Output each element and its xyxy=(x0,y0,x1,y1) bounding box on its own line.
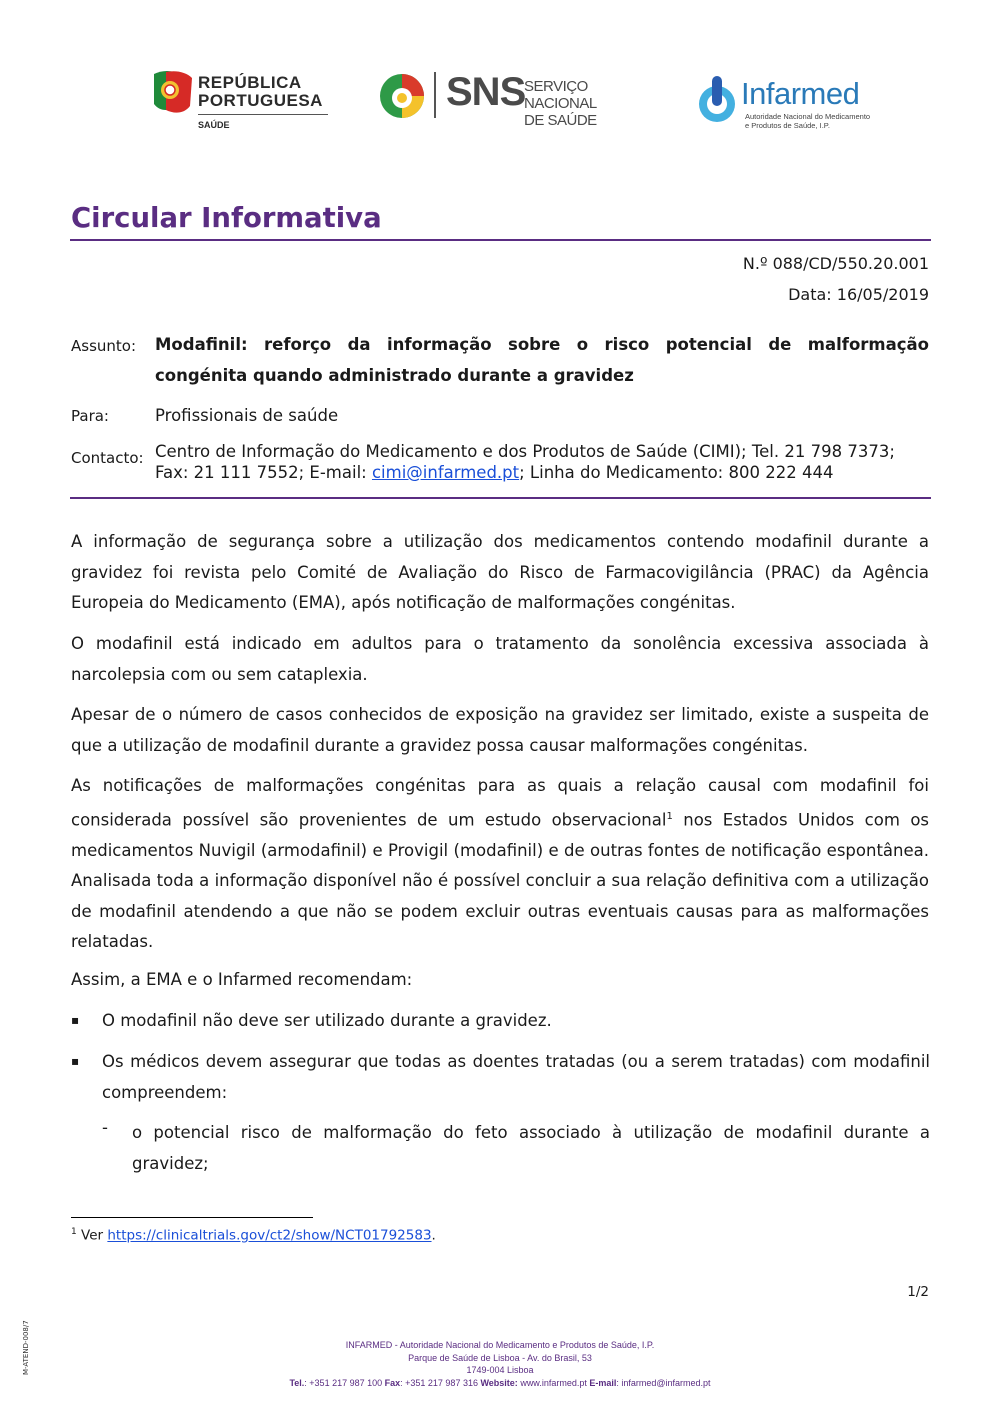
header-logos xyxy=(150,68,870,138)
page-footer xyxy=(200,1339,800,1389)
header-rule xyxy=(70,497,931,499)
footnote-number: 1 xyxy=(71,1227,77,1237)
footnote-prefix: Ver xyxy=(76,1227,108,1244)
side-code: M-ATEND-008/7 xyxy=(22,1320,30,1375)
sns-small xyxy=(524,78,648,129)
footer-web-label: Website: xyxy=(480,1377,518,1388)
contact-fax: Fax: 21 111 7552; E-mail: xyxy=(155,463,372,482)
footer-contacts xyxy=(200,1377,800,1390)
footer-line1: INFARMED - Autoridade Nacional do Medicamento e Produtos de Saúde, I.P. xyxy=(345,1340,655,1350)
contact-label: Contacto: xyxy=(71,449,144,467)
paragraph-1: A informação de segurança sobre a utilização dos medicamentos contendo modafinil durante a gravidez foi revista pelo Comité de Avaliação do Risco de Farmacovigilância (PRAC) da Agência Europeia do Medicamento (EMA), após notificação de malformações congénitas. xyxy=(71,532,929,613)
footer-tel: : +351 217 987 100 xyxy=(304,1377,385,1388)
contact-rest: ; Linha do Medicamento: 800 222 444 xyxy=(519,463,834,482)
rp-line1: REPÚBLICA xyxy=(198,73,302,92)
infarmed-sub-line2: e Produtos de Saúde, I.P. xyxy=(745,121,830,130)
footnote xyxy=(71,1227,436,1244)
sns-line2: DE SAÚDE xyxy=(524,112,597,129)
paragraph-2: O modafinil está indicado em adultos para o tratamento da sonolência excessiva associada à narcolepsia com ou sem cataplexia. xyxy=(71,634,929,684)
subject-text: Modafinil: reforço da informação sobre o risco potencial de malformação congénita quando administrado durante a gravidez xyxy=(155,335,929,385)
paragraph-3: Apesar de o número de casos conhecidos de exposição na gravidez ser limitado, existe a suspeita de que a utilização de modafinil durante a gravidez possa causar malformações congénitas. xyxy=(71,705,929,755)
dash-item-1: o potencial risco de malformação do feto associado à utilização de modafinil durante a gravidez; xyxy=(132,1123,930,1173)
circular-number: N.º 088/CD/550.20.001 xyxy=(742,254,929,273)
paragraph-4b: nos Estados Unidos com os medicamentos Nuvigil (armodafinil) e Provigil (modafinil) e de outras fontes de notificação espontânea. Analisada toda a informação disponível não é possível concluir a sua relação definitiva com a utilização de modafinil atendendo a que não se podem excluir outras eventuais causas para as malformações relatadas. xyxy=(71,810,930,952)
sns-logo xyxy=(378,70,648,129)
sns-emblem-icon xyxy=(378,72,426,120)
footer-line3: 1749-004 Lisboa xyxy=(466,1365,534,1376)
footer-tel-label: Tel. xyxy=(289,1377,305,1388)
infarmed-word: Infarmed xyxy=(741,76,860,111)
footer-fax: : +351 217 987 316 xyxy=(400,1377,481,1388)
footnote-suffix: . xyxy=(431,1227,436,1244)
footnote-link[interactable]: https://clinicaltrials.gov/ct2/show/NCT01792583 xyxy=(107,1227,432,1244)
footer-email: : infarmed@infarmed.pt xyxy=(616,1377,711,1388)
infarmed-sub-line1: Autoridade Nacional do Medicamento xyxy=(745,112,871,121)
footer-web: www.infarmed.pt xyxy=(517,1377,590,1388)
rp-sub: SAÚDE xyxy=(198,120,230,130)
sns-divider xyxy=(434,72,436,118)
infarmed-emblem-icon xyxy=(695,74,739,124)
footnote-ref: 1 xyxy=(666,810,673,822)
circular-date: Data: 16/05/2019 xyxy=(788,285,929,304)
subject-label: Assunto: xyxy=(71,337,137,355)
contact-block xyxy=(155,441,929,483)
bullet-marker-1: ▪ xyxy=(71,1013,80,1027)
to-text: Profissionais de saúde xyxy=(155,406,339,425)
portugal-emblem-icon xyxy=(150,68,194,116)
paragraph-4 xyxy=(71,771,929,958)
bullet-marker-2: ▪ xyxy=(71,1054,80,1068)
title-rule xyxy=(70,239,931,241)
footnote-rule xyxy=(71,1217,313,1218)
page-number: 1/2 xyxy=(907,1284,929,1300)
rp-divider xyxy=(198,114,328,115)
bullet-item-1: O modafinil não deve ser utilizado durante a gravidez. xyxy=(102,1011,552,1030)
sns-line1: SERVIÇO NACIONAL xyxy=(524,78,597,112)
paragraph-4a: As notificações de malformações congénitas para as quais a relação causal com modafinil foi considerada possível são provenientes de um estudo observacional xyxy=(71,776,929,830)
bullet-item-2: Os médicos devem assegurar que todas as doentes tratadas (ou a serem tratadas) com modafinil compreendem: xyxy=(102,1052,930,1102)
footer-fax-label: Fax xyxy=(384,1377,401,1388)
page-title: Circular Informativa xyxy=(71,202,382,234)
republica-portuguesa-logo xyxy=(150,68,340,134)
contact-line2 xyxy=(155,462,929,483)
footer-line2: Parque de Saúde de Lisboa - Av. do Brasil, 53 xyxy=(408,1352,592,1363)
footer-email-label: E-mail xyxy=(589,1377,617,1388)
to-label: Para: xyxy=(71,407,109,425)
rp-line2: PORTUGUESA xyxy=(198,91,323,110)
contact-line1: Centro de Informação do Medicamento e dos Produtos de Saúde (CIMI); Tel. 21 798 7373; xyxy=(155,442,895,461)
sns-big: SNS xyxy=(446,70,526,114)
dash-marker-1: - xyxy=(102,1118,108,1137)
contact-email-link[interactable]: cimi@infarmed.pt xyxy=(371,463,520,482)
infarmed-sub xyxy=(745,112,870,130)
infarmed-logo xyxy=(695,72,875,142)
paragraph-5: Assim, a EMA e o Infarmed recomendam: xyxy=(71,970,413,989)
